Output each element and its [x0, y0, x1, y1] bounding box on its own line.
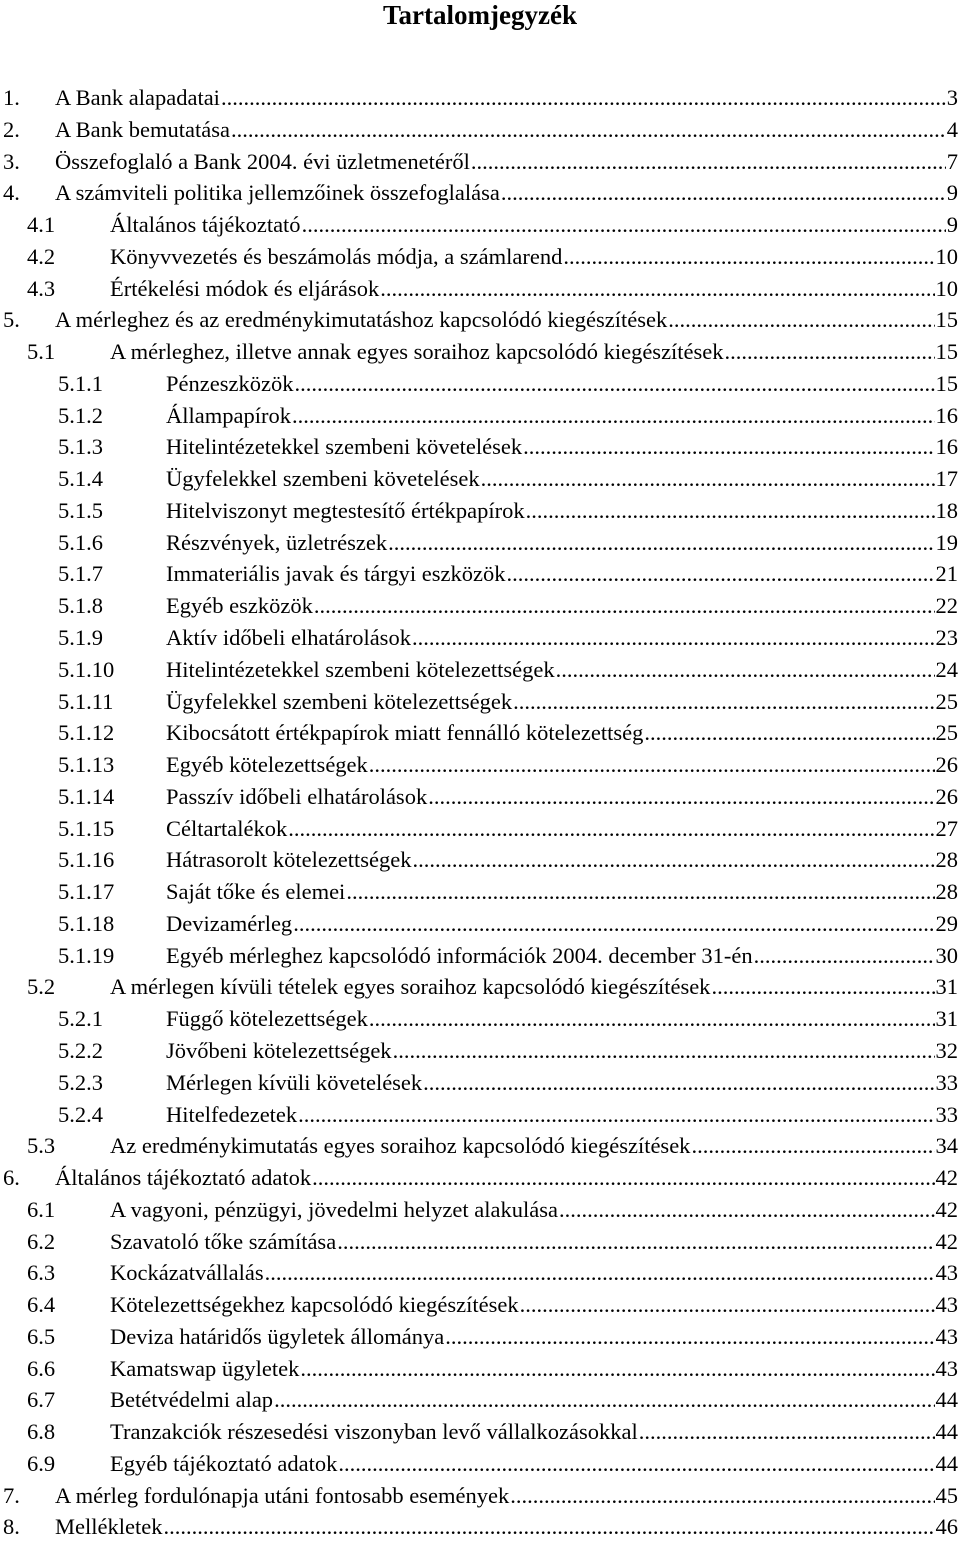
toc-entry-page: 28 [935, 879, 958, 905]
toc-entry-page: 15 [935, 370, 958, 396]
toc-entry-page: 42 [935, 1165, 958, 1191]
toc-entry[interactable] [0, 177, 958, 209]
toc-entry-page: 21 [935, 561, 958, 587]
toc-entry[interactable] [0, 527, 958, 559]
toc-entry[interactable] [0, 114, 958, 146]
toc-entry-page: 15 [935, 339, 958, 365]
dot-leader [471, 146, 946, 178]
toc-entry[interactable] [0, 1321, 958, 1353]
toc-entry-title: Céltartalékok [166, 815, 288, 841]
toc-entry-page: 10 [935, 275, 958, 301]
toc-entry[interactable] [0, 622, 958, 654]
toc-entry-number: 5.1.19 [58, 942, 115, 968]
toc-entry-page: 26 [935, 752, 958, 778]
toc-entry-title: Az eredménykimutatás egyes soraihoz kapcsolódó kiegészítések [110, 1133, 691, 1159]
toc-entry[interactable] [0, 1130, 958, 1162]
dot-leader [412, 622, 935, 654]
toc-entry-page: 4 [946, 116, 958, 142]
dot-leader [510, 1480, 934, 1512]
toc-entry-title: Kamatswap ügyletek [110, 1355, 300, 1381]
toc-entry-title: Hitelviszonyt megtestesítő értékpapírok [166, 497, 525, 523]
toc-entry-number: 5.1.4 [58, 466, 103, 492]
toc-entry[interactable] [0, 876, 958, 908]
dot-leader [274, 1384, 934, 1416]
toc-entry-title: Hátrasorolt kötelezettségek [166, 847, 412, 873]
toc-entry-page: 16 [935, 402, 958, 428]
dot-leader [639, 1416, 935, 1448]
dot-leader [337, 1226, 934, 1258]
dot-leader [501, 177, 946, 209]
toc-entry[interactable] [0, 1226, 958, 1258]
toc-entry-title: Általános tájékoztató [110, 212, 301, 238]
dot-leader [691, 1130, 934, 1162]
toc-entry-title: A Bank alapadatai [55, 85, 220, 110]
toc-entry-number: 5.2.2 [58, 1037, 103, 1063]
toc-entry-title: Aktív időbeli elhatárolások [166, 625, 411, 651]
toc-entry-title: Függő kötelezettségek [166, 1006, 368, 1032]
toc-entry-title: Részvények, üzletrészek [166, 529, 388, 555]
toc-entry-number: 6.4 [27, 1292, 56, 1318]
dot-leader [292, 400, 935, 432]
dot-leader [413, 844, 935, 876]
toc-entry-number: 5.1.10 [58, 656, 115, 682]
page-title: Tartalomjegyzék [383, 0, 577, 30]
dot-leader [380, 273, 934, 305]
toc-entry-page: 16 [935, 434, 958, 460]
dot-leader [559, 1194, 935, 1226]
toc-entry-number: 5.1.14 [58, 783, 115, 809]
toc-entry[interactable] [0, 971, 958, 1003]
toc-entry-title: Mellékletek [55, 1514, 163, 1540]
toc-entry-number: 5.1.8 [58, 593, 103, 619]
toc-entry-page: 44 [935, 1450, 958, 1476]
toc-entry[interactable] [0, 1416, 958, 1448]
toc-entry-title: Pénzeszközök [166, 370, 294, 396]
dot-leader [526, 495, 935, 527]
toc-entry-title: A számviteli politika jellemzőinek összefoglalása [55, 180, 500, 206]
dot-leader [293, 908, 934, 940]
toc-entry-number: 4.1 [27, 212, 56, 238]
toc-entry-number: 5.1.12 [58, 720, 115, 746]
dot-leader [556, 654, 935, 686]
toc-entry-title: Egyéb eszközök [166, 593, 313, 619]
toc-entry-number: 6.5 [27, 1323, 56, 1349]
dot-leader [312, 1162, 934, 1194]
toc-entry-title: Könyvvezetés és beszámolás módja, a számlarend [110, 243, 563, 269]
dot-leader [754, 940, 935, 972]
toc-entry-number: 5.1.11 [58, 688, 114, 714]
toc-entry-page: 45 [935, 1482, 958, 1508]
toc-entry-number: 3. [3, 148, 20, 174]
toc-entry[interactable] [0, 431, 958, 463]
toc-entry-title: A Bank bemutatása [55, 116, 230, 142]
dot-leader [300, 1353, 934, 1385]
toc-entry-title: Összefoglaló a Bank 2004. évi üzletmenetéről [55, 148, 470, 174]
dot-leader [298, 1099, 934, 1131]
toc-entry-page: 25 [935, 688, 958, 714]
toc-entry[interactable] [0, 654, 958, 686]
toc-entry[interactable] [0, 273, 958, 305]
toc-entry-page: 43 [935, 1260, 958, 1286]
dot-leader [520, 1289, 935, 1321]
toc-entry-page: 26 [935, 783, 958, 809]
toc-entry[interactable] [0, 1448, 958, 1480]
toc-entry[interactable] [0, 1035, 958, 1067]
toc-entry-title: Immateriális javak és tárgyi eszközök [166, 561, 506, 587]
toc-entry-number: 4.2 [27, 243, 56, 269]
dot-leader [393, 1035, 935, 1067]
toc-entry[interactable] [0, 844, 958, 876]
dot-leader [231, 114, 946, 146]
toc-entry-title: Betétvédelmi alap [110, 1387, 274, 1413]
toc-entry-page: 44 [935, 1387, 958, 1413]
toc-entry-number: 5.1.18 [58, 910, 115, 936]
toc-entry[interactable] [0, 1099, 958, 1131]
toc-entry-page: 32 [935, 1037, 958, 1063]
dot-leader [265, 1257, 935, 1289]
toc-entry-page: 34 [935, 1133, 958, 1159]
toc-entry-title: A mérlegen kívüli tételek egyes soraihoz kapcsolódó kiegészítések [110, 974, 711, 1000]
dot-leader [725, 336, 935, 368]
toc-entry[interactable] [0, 368, 958, 400]
dot-leader [668, 304, 934, 336]
toc-entry-page: 42 [935, 1228, 958, 1254]
toc-entry-page: 44 [935, 1419, 958, 1445]
toc-entry[interactable] [0, 304, 958, 336]
dot-leader [346, 876, 934, 908]
dot-leader [711, 971, 934, 1003]
toc-entry[interactable] [0, 495, 958, 527]
dot-leader [221, 82, 946, 114]
toc-entry[interactable] [0, 1067, 958, 1099]
toc-entry-title: Állampapírok [166, 402, 291, 428]
toc-entry-number: 5.3 [27, 1133, 56, 1159]
toc-entry-page: 43 [935, 1323, 958, 1349]
toc-entry-title: Hitelfedezetek [166, 1101, 298, 1127]
toc-entry-title: Passzív időbeli elhatárolások [166, 783, 428, 809]
dot-leader [428, 781, 934, 813]
toc-entry-page: 24 [935, 656, 958, 682]
toc-entry-number: 6.6 [27, 1355, 56, 1381]
toc-entry-number: 6.2 [27, 1228, 56, 1254]
toc-entry-number: 5.2.1 [58, 1006, 103, 1032]
toc-entry-page: 46 [935, 1514, 958, 1540]
toc-entry-page: 17 [935, 466, 958, 492]
toc-entry-number: 6. [3, 1165, 20, 1191]
toc-entry-number: 5.1.7 [58, 561, 103, 587]
dot-leader [314, 590, 935, 622]
dot-leader [563, 241, 934, 273]
toc-entry-number: 6.8 [27, 1419, 56, 1445]
toc-entry[interactable] [0, 146, 958, 178]
toc-entry-number: 5.1.6 [58, 529, 103, 555]
toc-entry[interactable] [0, 717, 958, 749]
toc-entry-title: Ügyfelekkel szembeni követelések [166, 466, 480, 492]
toc-entry[interactable] [0, 1162, 958, 1194]
toc-entry-number: 5.2.4 [58, 1101, 103, 1127]
dot-leader [445, 1321, 934, 1353]
toc-entry-number: 8. [3, 1514, 20, 1540]
toc-entry[interactable] [0, 1511, 958, 1543]
toc-entry-number: 5.1.2 [58, 402, 103, 428]
toc-entry-page: 15 [935, 307, 958, 333]
dot-leader [388, 527, 934, 559]
dot-leader [294, 368, 934, 400]
toc-entry-number: 5.2.3 [58, 1069, 103, 1095]
dot-leader [423, 1067, 934, 1099]
toc-entry-title: Általános tájékoztató adatok [55, 1165, 312, 1191]
dot-leader [523, 431, 934, 463]
toc-entry-number: 5.1.13 [58, 752, 115, 778]
toc-entry[interactable] [0, 400, 958, 432]
toc-entry[interactable] [0, 82, 958, 114]
toc-entry-number: 5.1.1 [58, 370, 103, 396]
toc-entry[interactable] [0, 686, 958, 718]
toc-entry-number: 6.1 [27, 1196, 56, 1222]
dot-leader [163, 1511, 934, 1543]
toc-entry-page: 10 [935, 243, 958, 269]
toc-entry-number: 6.7 [27, 1387, 56, 1413]
dot-leader [302, 209, 946, 241]
toc-entry-number: 5.1.17 [58, 879, 115, 905]
toc-entry[interactable] [0, 1194, 958, 1226]
toc-entry-page: 43 [935, 1292, 958, 1318]
toc-entry-number: 7. [3, 1482, 20, 1508]
toc-entry[interactable] [0, 908, 958, 940]
toc-entry-page: 23 [935, 625, 958, 651]
toc-entry-title: Egyéb tájékoztató adatok [110, 1450, 338, 1476]
dot-leader [506, 558, 934, 590]
toc-entry-title: Tranzakciók részesedési viszonyban levő vállalkozásokkal [110, 1419, 638, 1445]
toc-entry-title: Értékelési módok és eljárások [110, 275, 380, 301]
toc-entry-number: 6.9 [27, 1450, 56, 1476]
toc-entry-title: Deviza határidős ügyletek állománya [110, 1323, 445, 1349]
toc-entry-page: 27 [935, 815, 958, 841]
toc-entry-page: 9 [946, 212, 958, 238]
dot-leader [369, 749, 935, 781]
toc-entry-title: Szavatoló tőke számítása [110, 1228, 337, 1254]
toc-entry-title: Kibocsátott értékpapírok miatt fennálló kötelezettség [166, 720, 644, 746]
toc-entry-title: Jövőbeni kötelezettségek [166, 1037, 392, 1063]
toc-entry-title: Egyéb mérleghez kapcsolódó információk 2004. december 31-én [166, 942, 753, 968]
toc-entry-title: A mérleg fordulónapja utáni fontosabb események [55, 1482, 510, 1508]
toc-entry-number: 5.1.9 [58, 625, 103, 651]
toc-entry-page: 22 [935, 593, 958, 619]
toc-entry[interactable] [0, 1384, 958, 1416]
toc-entry-title: Egyéb kötelezettségek [166, 752, 368, 778]
toc-entry-page: 7 [946, 148, 958, 174]
toc-entry-number: 5.2 [27, 974, 56, 1000]
toc-entry-page: 33 [935, 1069, 958, 1095]
toc-entry-page: 9 [946, 180, 958, 206]
toc-entry[interactable] [0, 463, 958, 495]
toc-entry-title: Devizamérleg [166, 910, 293, 936]
toc-entry-title: Hitelintézetekkel szembeni kötelezettségek [166, 656, 555, 682]
toc-entry-page: 18 [935, 497, 958, 523]
toc-entry-number: 5.1.15 [58, 815, 115, 841]
toc-entry[interactable] [0, 590, 958, 622]
toc-entry[interactable] [0, 336, 958, 368]
toc-entry[interactable] [0, 1353, 958, 1385]
toc-entry[interactable] [0, 209, 958, 241]
toc-entry-number: 6.3 [27, 1260, 56, 1286]
toc-entry-page: 3 [946, 85, 958, 110]
toc-entry-title: Ügyfelekkel szembeni kötelezettségek [166, 688, 513, 714]
toc-entry-page: 42 [935, 1196, 958, 1222]
toc-entry-title: Saját tőke és elemei [166, 879, 346, 905]
toc-entry-page: 19 [935, 529, 958, 555]
toc-entry[interactable] [0, 781, 958, 813]
toc-entry[interactable] [0, 1289, 958, 1321]
toc-entry-number: 4.3 [27, 275, 56, 301]
toc-entry-title: A mérleghez és az eredménykimutatáshoz kapcsolódó kiegészítések [55, 307, 668, 333]
toc-entry-page: 33 [935, 1101, 958, 1127]
toc-entry[interactable] [0, 1480, 958, 1512]
toc-entry-number: 1. [3, 85, 20, 110]
toc-entry-title: A mérleghez, illetve annak egyes soraihoz kapcsolódó kiegészítések [110, 339, 724, 365]
toc-entry-page: 30 [935, 942, 958, 968]
toc-entry-page: 25 [935, 720, 958, 746]
toc-entry-number: 2. [3, 116, 20, 142]
toc-entry[interactable] [0, 940, 958, 972]
toc-entry-number: 5. [3, 307, 20, 333]
toc-entry-page: 28 [935, 847, 958, 873]
toc-entry-number: 5.1 [27, 339, 56, 365]
dot-leader [513, 686, 934, 718]
toc-entry-number: 4. [3, 180, 20, 206]
toc-entry[interactable] [0, 558, 958, 590]
toc-entry-number: 5.1.3 [58, 434, 103, 460]
toc-entry-title: Hitelintézetekkel szembeni követelések [166, 434, 523, 460]
dot-leader [369, 1003, 935, 1035]
toc-entry[interactable] [0, 813, 958, 845]
toc-entry-number: 5.1.5 [58, 497, 103, 523]
toc-entry-number: 5.1.16 [58, 847, 115, 873]
toc-entry-page: 31 [935, 1006, 958, 1032]
toc-entry[interactable] [0, 749, 958, 781]
toc-entry-page: 29 [935, 910, 958, 936]
table-of-contents [0, 82, 958, 1543]
toc-entry-title: Mérlegen kívüli követelések [166, 1069, 423, 1095]
dot-leader [338, 1448, 934, 1480]
toc-entry-title: Kockázatvállalás [110, 1260, 264, 1286]
dot-leader [644, 717, 934, 749]
dot-leader [288, 813, 934, 845]
dot-leader [481, 463, 935, 495]
toc-entry-page: 43 [935, 1355, 958, 1381]
toc-entry-page: 31 [935, 974, 958, 1000]
toc-entry[interactable] [0, 1003, 958, 1035]
toc-entry[interactable] [0, 1257, 958, 1289]
toc-entry-title: A vagyoni, pénzügyi, jövedelmi helyzet alakulása [110, 1196, 558, 1222]
toc-entry[interactable] [0, 241, 958, 273]
toc-entry-title: Kötelezettségekhez kapcsolódó kiegészítések [110, 1292, 519, 1318]
